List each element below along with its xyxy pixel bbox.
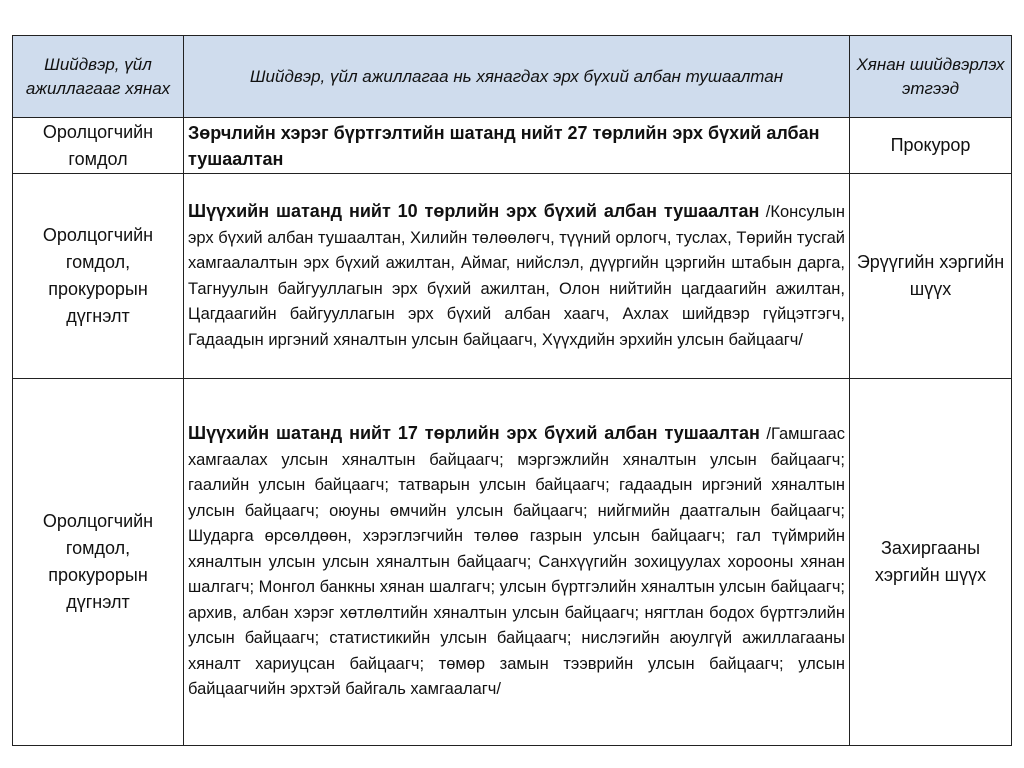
row-reviewer-cell: Прокурор bbox=[850, 118, 1012, 174]
officials-lead-text: Шүүхийн шатанд нийт 17 төрлийн эрх бүхий албан тушаалтан bbox=[188, 423, 760, 444]
header-reviewer: Хянан шийдвэрлэх этгээд bbox=[850, 36, 1012, 118]
table-row bbox=[13, 174, 1012, 379]
row-subject-cell: Оролцогчийн гомдол, прокурорын дүгнэлт bbox=[13, 379, 184, 746]
officials-detail-text: /Гамшгаас хамгаалах улсын хяналтын байцаагч; мэргэжлийн хяналтын улсын байцаагч; гаалийн улсын байцаагч; татварын улсын байцаагч; гадаадын иргэний хяналтын улсын байцаагч; оюуны өмчийн улсын байцаагч; нийгмийн даатгалын байцаагч; Шударга өрсөлдөөн, хэрэглэгчийн төлөө газрын улсын байцаагч; гал түймрийн хяналтын улсын улсын хяналтын байцаагч; Санхүүгийн зохицуулах хорооны хянан шалгагч; Монгол банкны хянан шалгагч; улсын бүртгэлийн хяналтын улсын байцаагч; архив, албан хэрэг хөтлөлтийн хяналтын улсын байцаагч; нягтлан бодох бүртгэлийн улсын байцаагч; статистикийн улсын байцаагч; нислэгийн аюулгүй ажиллагааны хяналт хариуцсан байцаагч; төмөр замын тээврийн улсын байцаагч; улсын байцаагчийн эрхтэй байгаль хамгаалагч/ bbox=[188, 425, 845, 699]
review-authority-table bbox=[12, 35, 1012, 746]
row-reviewer-cell: Захиргааны хэргийн шүүх bbox=[850, 379, 1012, 746]
row-reviewer-cell: Эрүүгийн хэргийн шүүх bbox=[850, 174, 1012, 379]
table-header-row bbox=[13, 36, 1012, 118]
row-subject-cell: Оролцогчийн гомдол bbox=[13, 118, 184, 174]
row-officials-cell: Зөрчлийн хэрэг бүртгэлтийн шатанд нийт 27 төрлийн эрх бүхий албан тушаалтан bbox=[184, 118, 850, 174]
header-officials: Шийдвэр, үйл ажиллагаа нь хянагдах эрх бүхий албан тушаалтан bbox=[184, 36, 850, 118]
table-row bbox=[13, 379, 1012, 746]
officials-detail-text: /Консулын эрх бүхий албан тушаалтан, Хилийн төлөөлөгч, түүний орлогч, туслах, Төрийн тусгай хамгаалалтын эрх бүхий ажилтан, Аймаг, нийслэл, дүүргийн цэргийн штабын дарга, Тагнуулын байгууллагын эрх бүхий ажилтан, Олон нийтийн цагдаагийн ажилтан, Цагдаагийн байгууллагын эрх бүхий албан хаагч, Ахлах шийдвэр гүйцэтгэгч, Гадаадын иргэний хяналтын улсын байцаагч, Хүүхдийн эрхийн улсын байцаагч/ bbox=[188, 203, 845, 349]
officials-lead-text: Шүүхийн шатанд нийт 10 төрлийн эрх бүхий албан тушаалтан bbox=[188, 201, 760, 221]
row-officials-cell bbox=[184, 174, 850, 379]
table-row bbox=[13, 118, 1012, 174]
row-officials-cell bbox=[184, 379, 850, 746]
header-subject: Шийдвэр, үйл ажиллагааг хянах bbox=[13, 36, 184, 118]
row-subject-cell: Оролцогчийн гомдол, прокурорын дүгнэлт bbox=[13, 174, 184, 379]
